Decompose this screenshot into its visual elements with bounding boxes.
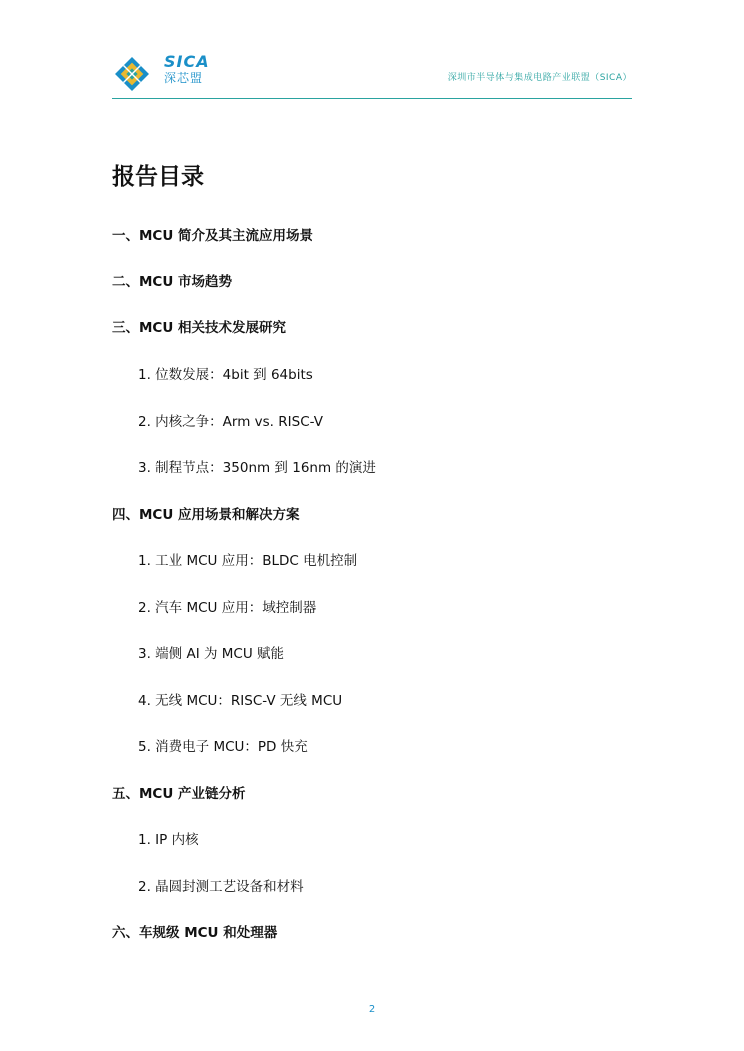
toc-subitem[interactable]: 1. IP 内核	[138, 832, 199, 848]
toc-item[interactable]: 一、MCU 简介及其主流应用场景	[112, 228, 314, 244]
toc-item[interactable]: 二、MCU 市场趋势	[112, 274, 233, 290]
page-header	[112, 48, 632, 100]
toc-subitem[interactable]: 2. 晶圆封测工艺设备和材料	[138, 879, 304, 895]
logo-wordmark	[164, 54, 210, 84]
logo-cn-text: 深芯盟	[164, 71, 204, 85]
toc-item[interactable]: 五、MCU 产业链分析	[112, 786, 246, 802]
toc-subitem[interactable]: 3. 制程节点：350nm 到 16nm 的演进	[138, 460, 376, 476]
toc-item[interactable]: 三、MCU 相关技术发展研究	[112, 320, 287, 336]
sica-logo-icon	[112, 54, 160, 94]
toc-subitem[interactable]: 1. 位数发展：4bit 到 64bits	[138, 367, 313, 383]
toc-subitem[interactable]: 2. 汽车 MCU 应用：域控制器	[138, 600, 317, 616]
organization-name: 深圳市半导体与集成电路产业联盟（SICA）	[447, 73, 632, 83]
toc-subitem[interactable]: 1. 工业 MCU 应用：BLDC 电机控制	[138, 553, 358, 569]
toc-item[interactable]: 六、车规级 MCU 和处理器	[112, 925, 278, 941]
toc-subitem[interactable]: 2. 内核之争：Arm vs. RISC-V	[138, 414, 323, 430]
page-title: 报告目录	[112, 164, 204, 190]
toc-subitem[interactable]: 5. 消费电子 MCU：PD 快充	[138, 739, 308, 755]
page-number: 2	[368, 1004, 376, 1015]
header-divider	[112, 98, 632, 99]
toc-item[interactable]: 四、MCU 应用场景和解决方案	[112, 507, 300, 523]
toc-subitem[interactable]: 4. 无线 MCU：RISC-V 无线 MCU	[138, 693, 343, 709]
logo-sica-text: SICA	[164, 52, 210, 71]
toc-subitem[interactable]: 3. 端侧 AI 为 MCU 赋能	[138, 646, 285, 662]
